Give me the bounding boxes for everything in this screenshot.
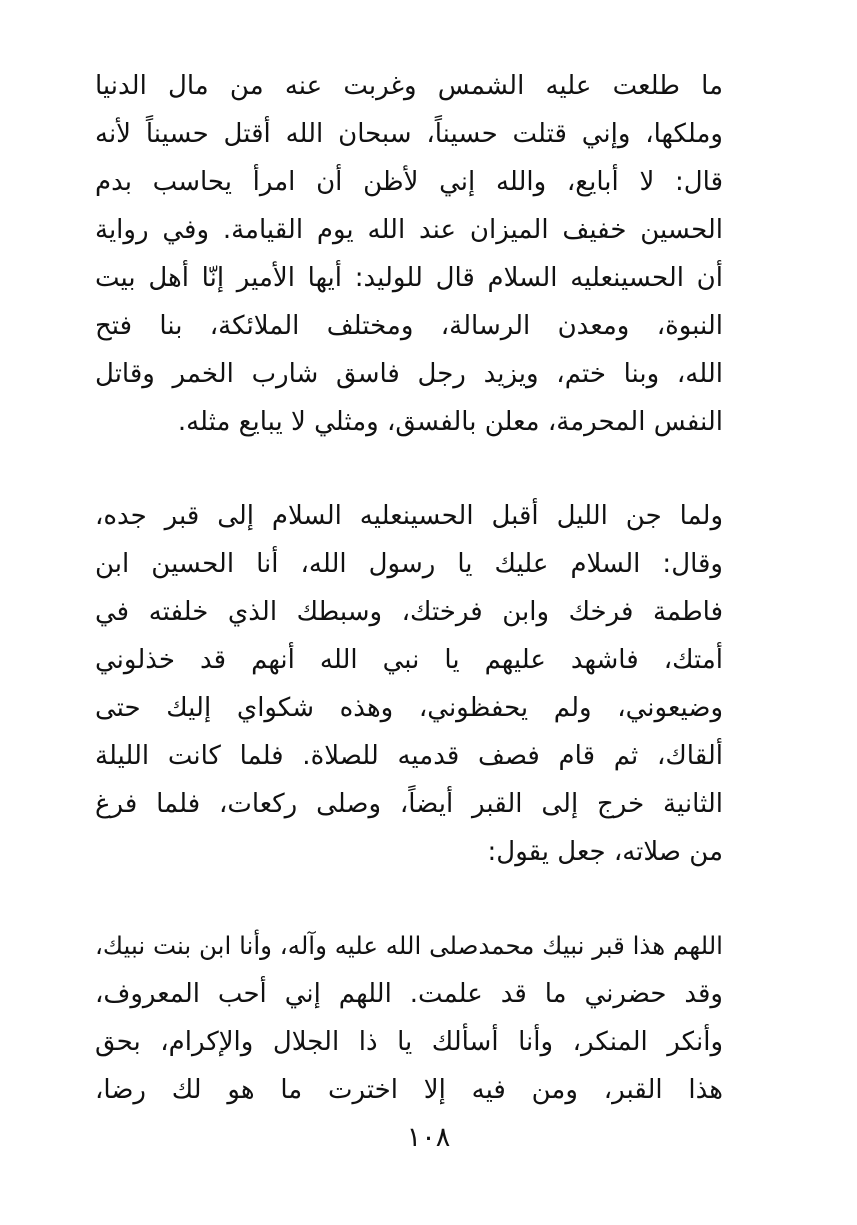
text-line: الحسين خفيف الميزان عند الله يوم القيامة. وفي رواية bbox=[95, 215, 723, 245]
paragraph-2 bbox=[95, 492, 723, 876]
page-number: ١٠٨ bbox=[406, 1122, 451, 1153]
text-line: أمتك، فاشهد عليهم يا نبي الله أنهم قد خذلوني bbox=[95, 645, 723, 675]
page-body bbox=[95, 62, 723, 1114]
paragraph-gap bbox=[95, 876, 723, 922]
text-line: الثانية خرج إلى القبر أيضاً، وصلى ركعات، فلما فرغ bbox=[95, 789, 723, 819]
paragraph-3 bbox=[95, 922, 723, 1114]
text-line: من صلاته، جعل يقول: bbox=[487, 837, 723, 867]
text-line: وأنكر المنكر، وأنا أسألك يا ذا الجلال والإكرام، بحق bbox=[95, 1027, 723, 1057]
text-line: هذا القبر، ومن فيه إلا اخترت ما هو لك رضا، bbox=[95, 1075, 723, 1105]
text-line: وقال: السلام عليك يا رسول الله، أنا الحسين ابن bbox=[95, 549, 723, 579]
text-line: ما طلعت عليه الشمس وغربت عنه من مال الدنيا bbox=[95, 71, 723, 101]
text-line: فاطمة فرخك وابن فرختك، وسبطك الذي خلفته في bbox=[95, 597, 723, 627]
text-line: النفس المحرمة، معلن بالفسق، ومثلي لا يبايع مثله. bbox=[177, 407, 723, 437]
text-line: وملكها، وإني قتلت حسيناً، سبحان الله أقتل حسيناً لأنه bbox=[95, 119, 723, 149]
paragraph-gap bbox=[95, 446, 723, 492]
text-line: الله، وبنا ختم، ويزيد رجل فاسق شارب الخمر وقاتل bbox=[95, 359, 723, 389]
text-line: أن الحسينعليه السلام قال للوليد: أيها الأمير إنّا أهل بيت bbox=[95, 263, 723, 293]
text-line: اللهم هذا قبر نبيك محمدصلى الله عليه وآله، وأنا ابن بنت نبيك، bbox=[95, 931, 723, 960]
text-line: ألقاك، ثم قام فصف قدميه للصلاة. فلما كانت الليلة bbox=[95, 741, 723, 771]
text-line: وقد حضرني ما قد علمت. اللهم إني أحب المعروف، bbox=[95, 979, 723, 1009]
text-line: قال: لا أبايع، والله إني لأظن أن امرأ يحاسب بدم bbox=[95, 167, 723, 197]
text-line: النبوة، ومعدن الرسالة، ومختلف الملائكة، بنا فتح bbox=[95, 311, 723, 341]
paragraph-1 bbox=[95, 62, 723, 446]
text-line: وضيعوني، ولم يحفظوني، وهذه شكواي إليك حتى bbox=[95, 693, 723, 723]
text-line: ولما جن الليل أقبل الحسينعليه السلام إلى قبر جده، bbox=[95, 501, 723, 531]
